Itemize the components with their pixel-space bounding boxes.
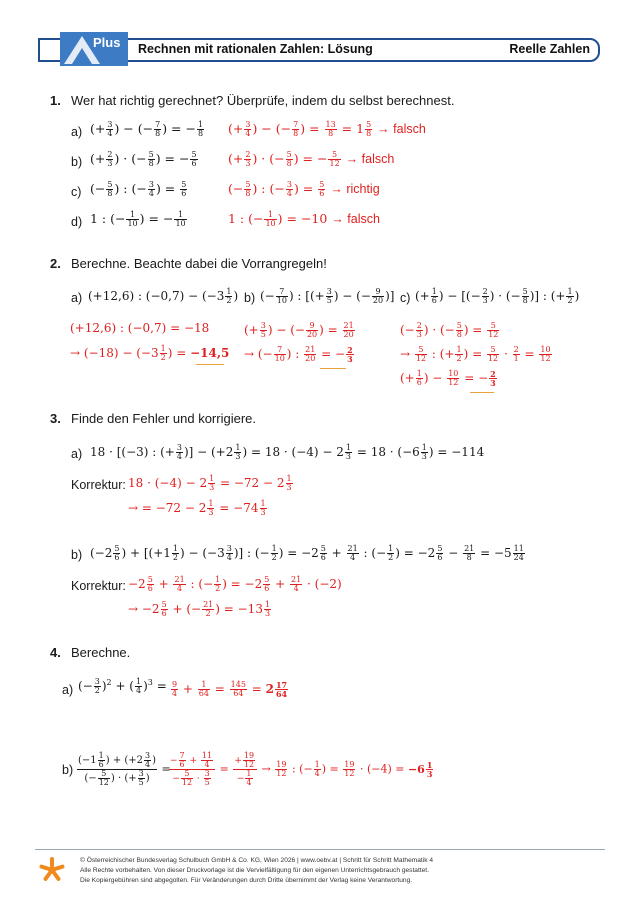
task-instruction: Finde den Fehler und korrigiere. — [71, 411, 256, 426]
task1a-given: (+ $\frac{3}{4}$ ) − (− $\frac{7}{8}$ ) = − $\frac{1}{8}$ — [90, 120, 204, 138]
task1b-solution: (+ $\frac{2}{3}$ ) · (− $\frac{5}{8}$ ) = − $\frac{5}{12}$ → falsch — [228, 150, 395, 168]
task2c-given: (+ $\frac{1}{6}$ ) − [(− $\frac{2}{3}$ ) · (− $\frac{5}{8}$ )] : (+ $\frac{1}{2}$ ) — [415, 287, 580, 305]
task1a-solution: (+ $\frac{3}{4}$ ) − (− $\frac{7}{8}$ ) = $\frac{13}{8}$ = 1 $\frac{5}{8}$ → falsch — [228, 120, 426, 138]
task-number: 1. — [50, 93, 61, 108]
task3b-correction1: −2 $\frac{5}{6}$ + $\frac{21}{4}$ : (− $\frac{1}{2}$ ) = −2 $\frac{5}{6}$ + $\frac{21}{4}$ · (−2) — [128, 575, 342, 593]
item-label: d) — [71, 215, 83, 229]
task2a-step2: → (−18) − (−3 $\frac{1}{2}$ ) = −14,5 — [70, 344, 230, 362]
task2b-given: (− $\frac{7}{10}$ ) : [(+ $\frac{3}{5}$ ) − (− $\frac{9}{20}$ )] — [260, 287, 395, 305]
item-label: a) — [71, 125, 83, 139]
task-number: 3. — [50, 411, 61, 426]
item-label: b) — [244, 291, 256, 305]
task2b-step1: (+ $\frac{3}{5}$ ) − (− $\frac{9}{20}$ ) = $\frac{21}{20}$ — [244, 321, 354, 339]
item-label: b) — [71, 548, 83, 562]
item-label: b) — [62, 763, 74, 777]
task2c-step2: → $\frac{5}{12}$ : (+ $\frac{1}{2}$ ) = $\frac{5}{12}$ · $\frac{2}{1}$ = $\frac{10}{12}$ — [400, 345, 551, 363]
task2a-step1: (+12,6) : (−0,7) = −18 — [70, 321, 210, 335]
task1c-given: (− $\frac{5}{8}$ ) : (− $\frac{3}{4}$ ) = $\frac{5}{6}$ — [90, 180, 187, 198]
result-underline — [196, 364, 224, 365]
task2b-step2: → (− $\frac{7}{10}$ ) : $\frac{21}{20}$ = − $\frac{2}{3}$ — [244, 345, 353, 364]
task-number: 2. — [50, 256, 61, 271]
korrektur-label: Korrektur: — [71, 579, 126, 593]
item-label: a) — [71, 291, 83, 305]
footer-copyright: © Österreichischer Bundesverlag Schulbuch GmbH & Co. KG, Wien 2026 | www.oebv.at | Schritt für Schritt Mathematik 4 — [80, 857, 434, 864]
task3a-correction2: → = −72 − 2 $\frac{1}{3}$ = −74 $\frac{1}{3}$ — [128, 499, 266, 517]
task1c-solution: (− $\frac{5}{8}$ ) : (− $\frac{3}{4}$ ) = $\frac{5}{6}$ → richtig — [228, 180, 380, 198]
footer-divider — [35, 849, 605, 850]
task4a-given: (− $\frac{3}{2}$ )$^2$ + ( $\frac{1}{4}$ )$^3$ = — [78, 677, 167, 695]
item-label: c) — [71, 185, 82, 199]
topic-label: Reelle Zahlen — [509, 42, 590, 56]
plus-label: Plus — [93, 35, 121, 50]
task-instruction: Berechne. — [71, 645, 131, 660]
footer-disclaimer: Die Kopiergebühren sind abgegolten. Für Veränderungen durch Dritte übernimmt der Verlag keine Verantwortung. — [80, 877, 413, 884]
footer-rights: Alle Rechte vorbehalten. Von dieser Druckvorlage ist die Vervielfältigung für den eigenen Unterrichtsgebrauch gestattet. — [80, 867, 429, 874]
item-label: c) — [400, 291, 411, 305]
task3b-given: (−2 $\frac{5}{6}$ ) + [(+1 $\frac{1}{2}$ ) − (−3 $\frac{3}{4}$ )] : (− $\frac{1}{2}$ ) = −2 $\frac{5}{6}$ + $\frac{21}{4}$ : (− $\frac{1}{2}$ ) = −2 $\frac{5}{6}$ − $\frac{21}{8}$ = −5 $\frac{11}{24}$ — [90, 544, 524, 562]
task-number: 4. — [50, 645, 61, 660]
task-instruction: Berechne. Beachte dabei die Vorrangregeln! — [71, 256, 327, 271]
result-underline — [320, 368, 346, 369]
item-label: a) — [71, 447, 83, 461]
task3b-correction2: → −2 $\frac{5}{6}$ + (− $\frac{21}{2}$ ) = −13 $\frac{1}{3}$ — [128, 600, 271, 618]
task1b-given: (+ $\frac{2}{3}$ ) · (− $\frac{5}{8}$ ) = − $\frac{5}{6}$ — [90, 150, 197, 168]
task2c-step1: (− $\frac{2}{3}$ ) · (− $\frac{5}{8}$ ) = $\frac{5}{12}$ — [400, 321, 499, 339]
task-instruction: Wer hat richtig gerechnet? Überprüfe, indem du selbst berechnest. — [71, 93, 455, 108]
task2c-step3: (+ $\frac{1}{6}$ ) − $\frac{10}{12}$ = − $\frac{2}{3}$ — [400, 369, 496, 388]
item-label: a) — [62, 683, 74, 697]
task3a-given: 18 · [(−3) : (+ $\frac{3}{4}$ )] − (+2 $\frac{1}{3}$ ) = 18 · (−4) − 2 $\frac{1}{3}$ = 18 · (−6 $\frac{1}{3}$ ) = −114 — [90, 443, 485, 461]
page-title: Rechnen mit rationalen Zahlen: Lösung — [138, 42, 373, 56]
task4a-solution: $\frac{9}{4}$ + $\frac{1}{64}$ = $\frac{145}{64}$ = 2 $\frac{17}{64}$ — [172, 680, 288, 699]
result-underline — [470, 392, 494, 393]
item-label: b) — [71, 155, 83, 169]
task4b-given: (−1 $\frac{1}{6}$ ) + (+2 $\frac{3}{4}$ ) (− $\frac{5}{12}$ ) · (+ $\frac{3}{5}$ ) = — [78, 751, 171, 787]
publisher-logo-icon — [38, 856, 66, 884]
task3a-correction1: 18 · (−4) − 2 $\frac{1}{3}$ = −72 − 2 $\frac{1}{3}$ — [128, 474, 292, 492]
korrektur-label: Korrektur: — [71, 478, 126, 492]
task4b-solution: − $\frac{7}{6}$ + $\frac{11}{4}$ − $\frac{5}{12}$ · $\frac{3}{5}$ = + $\frac{19}{12}$ − $\frac{1}{4}$ → $\frac{19}{12}$ : (− $\frac{1}{4}$ ) = $\frac{19}{12}$ · (−4) = −6 $\frac{1}{3}$ — [170, 751, 433, 787]
task1d-solution: 1 : (− $\frac{1}{10}$ ) = −10 → falsch — [228, 210, 380, 228]
task2a-given: (+12,6) : (−0,7) − (−3 $\frac{1}{2}$ ) — [88, 287, 239, 305]
task1d-given: 1 : (− $\frac{1}{10}$ ) = − $\frac{1}{10}$ — [90, 210, 186, 228]
